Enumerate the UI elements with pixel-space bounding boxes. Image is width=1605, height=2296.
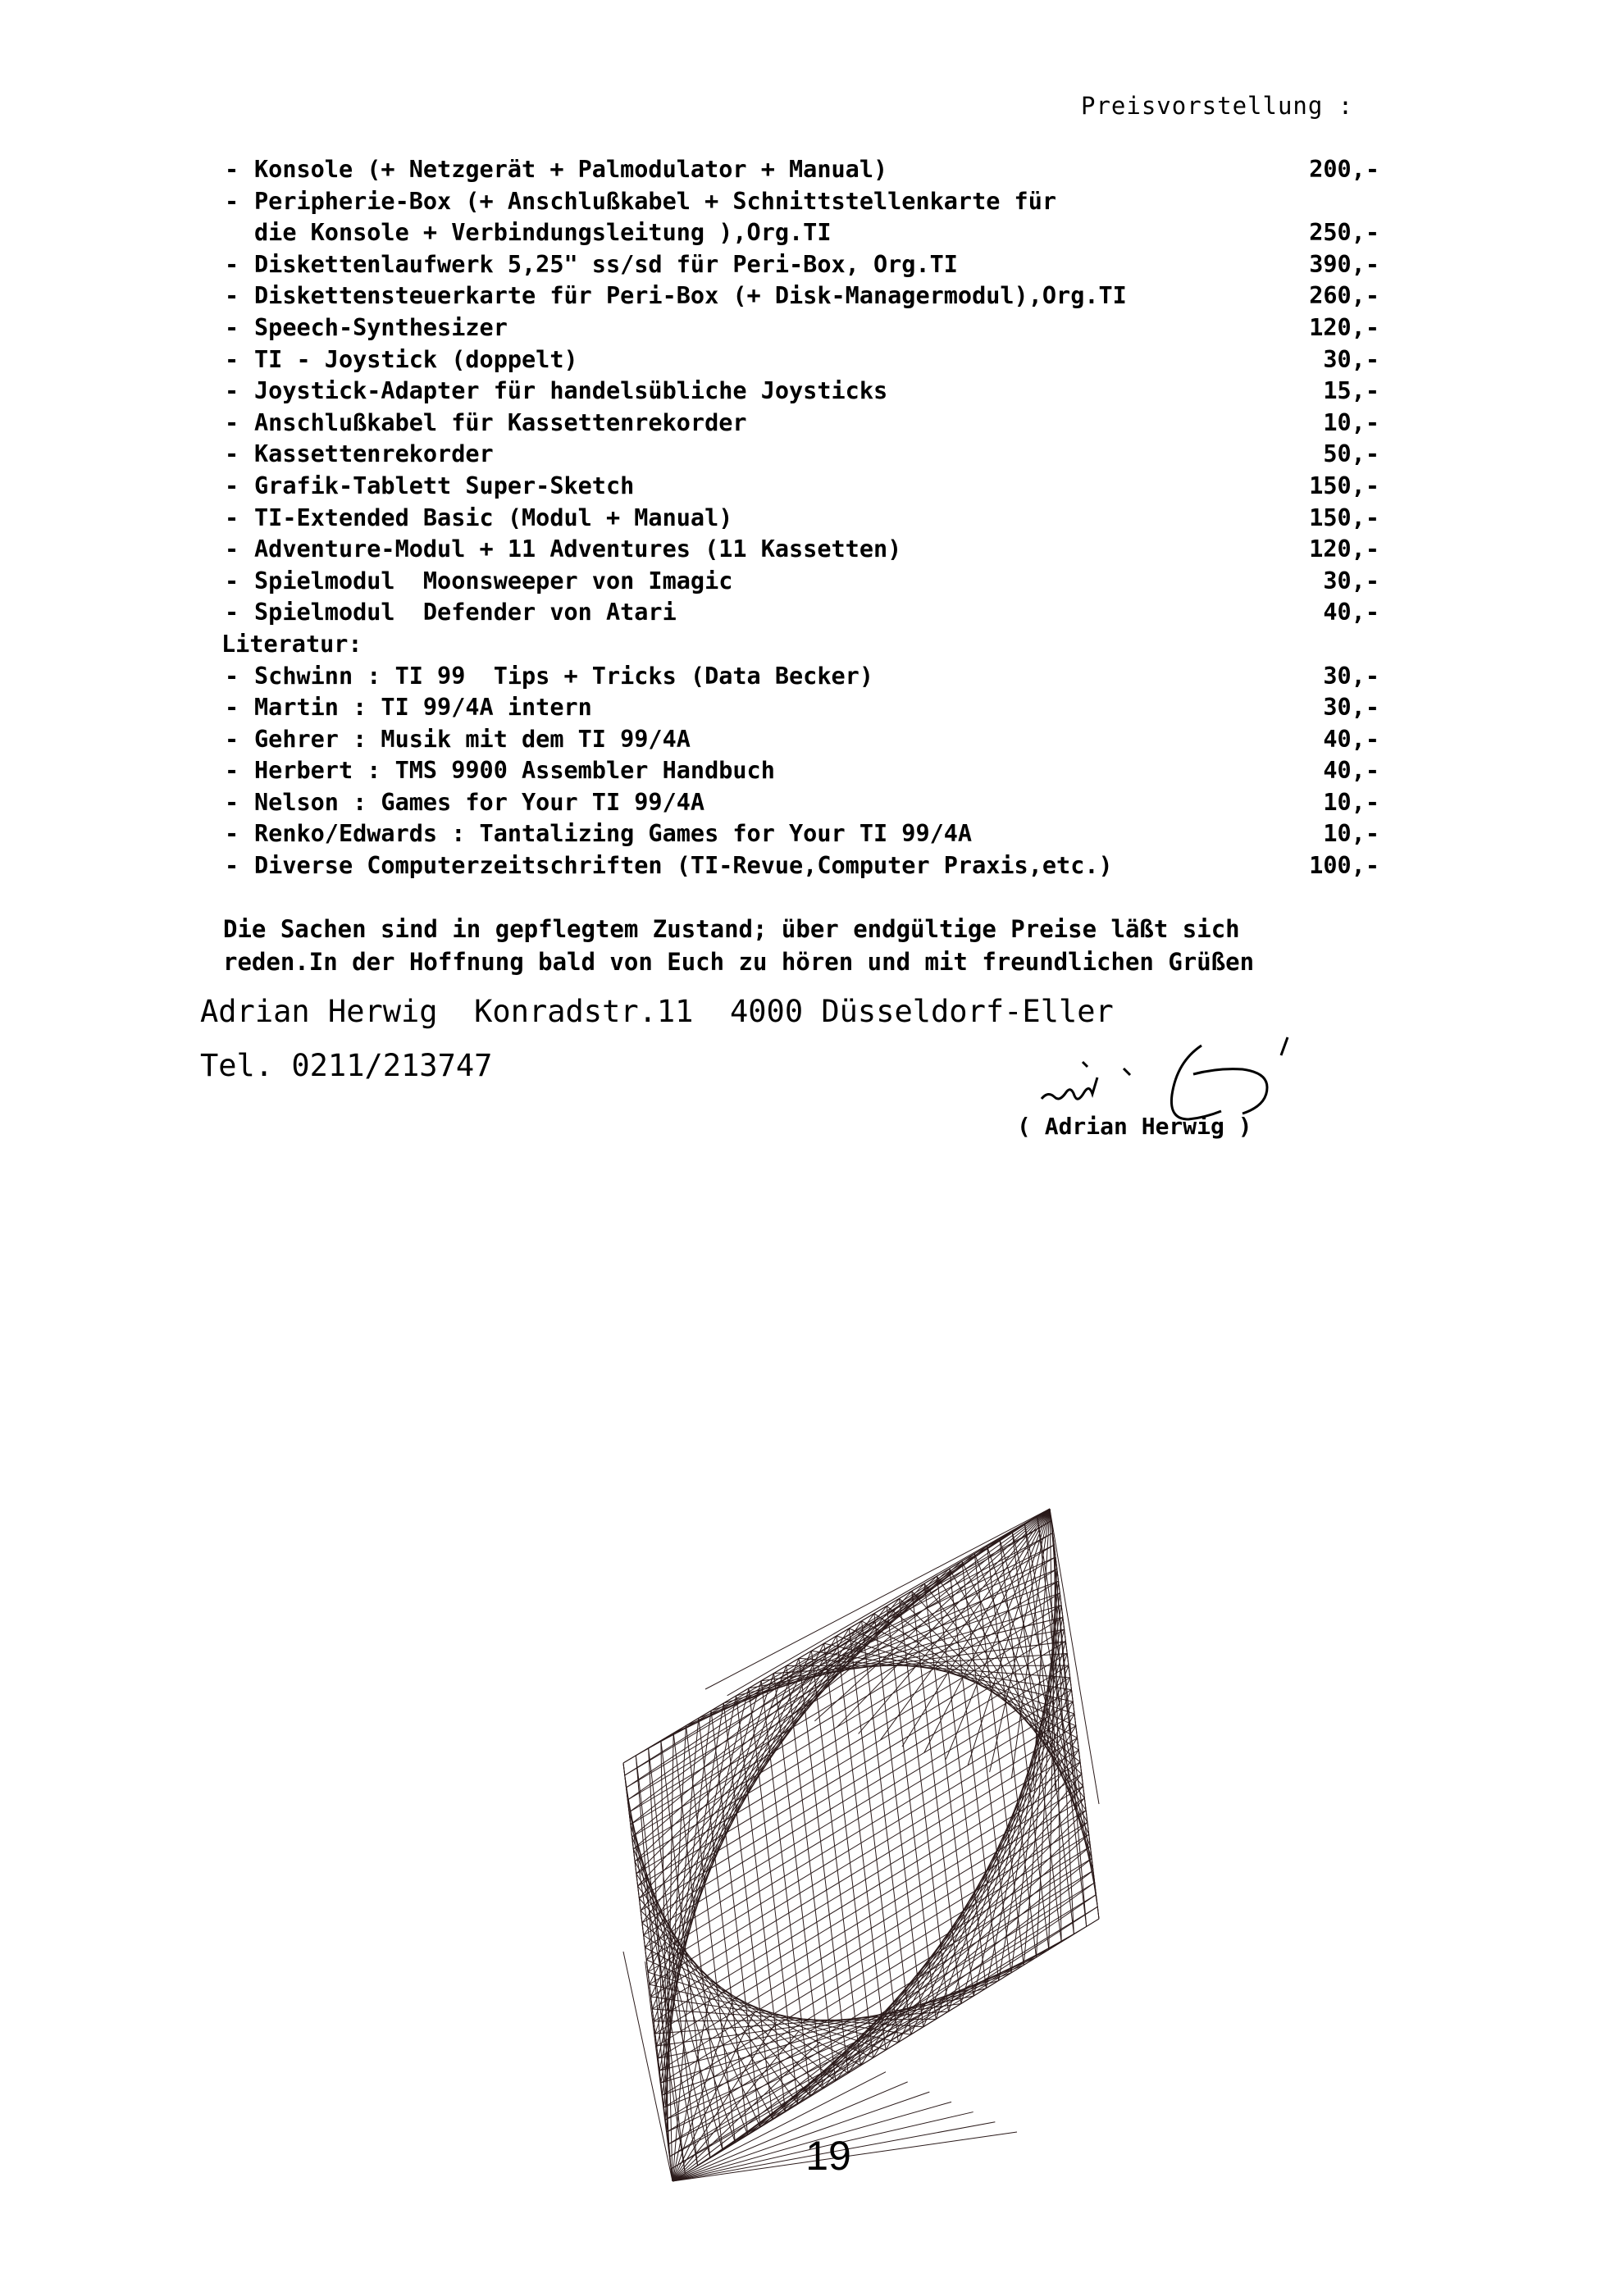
price-row xyxy=(215,566,1379,598)
price-row xyxy=(215,439,1379,471)
page-number: 19 xyxy=(805,2133,851,2179)
price-row xyxy=(215,312,1379,344)
bullet-dash: - xyxy=(225,567,239,594)
price-row xyxy=(215,280,1379,312)
closing-line-2: reden.In der Hoffnung bald von Euch zu hören und mit freundlichen Grüßen xyxy=(223,948,1255,976)
price-row xyxy=(215,534,1379,566)
item-price: 10,- xyxy=(1323,820,1379,848)
price-row xyxy=(215,503,1379,535)
item-description: Peripherie-Box (+ Anschlußkabel + Schnittstellenkarte für xyxy=(254,187,1057,215)
bullet-dash: - xyxy=(225,852,239,880)
bullet-dash: - xyxy=(225,187,239,215)
item-description: Renko/Edwards : Tantalizing Games for Your TI 99/4A xyxy=(254,820,973,848)
item-description: Kassettenrekorder xyxy=(254,440,494,468)
item-price: 150,- xyxy=(1309,503,1379,531)
literature-heading-row xyxy=(215,629,1379,661)
item-price: 30,- xyxy=(1323,662,1379,690)
closing-line-1: Die Sachen sind in gepflegtem Zustand; über endgültige Preise läßt sich xyxy=(223,915,1240,943)
bullet-dash: - xyxy=(225,472,239,499)
item-price: 40,- xyxy=(1323,599,1379,626)
bullet-dash: - xyxy=(225,313,239,341)
price-row xyxy=(215,597,1379,629)
bullet-dash: - xyxy=(225,599,239,626)
handwritten-signature xyxy=(1025,1029,1337,1160)
closing-text xyxy=(223,913,1388,978)
price-row xyxy=(215,217,1379,249)
item-description: Adventure-Modul + 11 Adventures (11 Kassetten) xyxy=(254,535,902,563)
item-price: 100,- xyxy=(1309,852,1379,880)
item-price: 390,- xyxy=(1309,250,1379,278)
item-price: 15,- xyxy=(1323,377,1379,405)
item-price: 10,- xyxy=(1323,788,1379,816)
item-price: 50,- xyxy=(1323,440,1379,468)
bullet-dash: - xyxy=(225,757,239,785)
item-description: Grafik-Tablett Super-Sketch xyxy=(254,472,635,499)
bullet-dash: - xyxy=(225,345,239,373)
price-row xyxy=(215,471,1379,503)
item-description: TI-Extended Basic (Modul + Manual) xyxy=(254,503,733,531)
price-row xyxy=(215,755,1379,787)
item-description: Joystick-Adapter für handelsübliche Joysticks xyxy=(254,377,888,405)
price-row xyxy=(215,376,1379,408)
item-price: 30,- xyxy=(1323,567,1379,594)
item-description: Herbert : TMS 9900 Assembler Handbuch xyxy=(254,757,775,785)
literature-heading: Literatur: xyxy=(221,630,362,658)
item-price: 10,- xyxy=(1323,408,1379,436)
price-row xyxy=(215,344,1379,376)
bullet-dash: - xyxy=(225,377,239,405)
item-price: 30,- xyxy=(1323,694,1379,722)
bullet-dash: - xyxy=(225,282,239,310)
item-description: Spielmodul Moonsweeper von Imagic xyxy=(254,567,733,594)
item-description: TI - Joystick (doppelt) xyxy=(254,345,578,373)
price-row xyxy=(215,818,1379,850)
bullet-dash: - xyxy=(225,820,239,848)
item-description: Diskettensteuerkarte für Peri-Box (+ Disk-Managermodul),Org.TI xyxy=(254,282,1127,310)
bullet-dash: - xyxy=(225,662,239,690)
string-art-illustration xyxy=(607,1492,1115,2198)
item-description: die Konsole + Verbindungsleitung ),Org.TI xyxy=(254,219,832,247)
item-price: 260,- xyxy=(1309,282,1379,310)
item-description: Diskettenlaufwerk 5,25" ss/sd für Peri-Box, Org.TI xyxy=(254,250,958,278)
telephone-line: Tel. 0211/213747 xyxy=(200,1048,493,1083)
bullet-dash: - xyxy=(225,788,239,816)
bullet-dash: - xyxy=(225,535,239,563)
item-description: Gehrer : Musik mit dem TI 99/4A xyxy=(254,725,691,753)
item-description: Schwinn : TI 99 Tips + Tricks (Data Becker) xyxy=(254,662,873,690)
item-description: Martin : TI 99/4A intern xyxy=(254,694,592,722)
item-price: 120,- xyxy=(1309,535,1379,563)
address-line: Adrian Herwig Konradstr.11 4000 Düsseldorf-Eller xyxy=(200,994,1114,1029)
price-row xyxy=(215,249,1379,281)
bullet-dash: - xyxy=(225,440,239,468)
item-price: 120,- xyxy=(1309,313,1379,341)
price-row xyxy=(215,661,1379,693)
bullet-dash: - xyxy=(225,408,239,436)
signature-name: ( Adrian Herwig ) xyxy=(1017,1113,1252,1140)
price-row xyxy=(215,186,1379,218)
item-description: Anschlußkabel für Kassettenrekorder xyxy=(254,408,747,436)
bullet-dash: - xyxy=(225,250,239,278)
item-price: 150,- xyxy=(1309,472,1379,499)
price-row xyxy=(215,154,1379,186)
bullet-dash: - xyxy=(225,156,239,183)
price-heading: Preisvorstellung : xyxy=(1081,92,1354,120)
price-row xyxy=(215,408,1379,440)
price-row xyxy=(215,724,1379,756)
item-description: Nelson : Games for Your TI 99/4A xyxy=(254,788,705,816)
bullet-dash: - xyxy=(225,503,239,531)
price-row xyxy=(215,787,1379,819)
item-price: 40,- xyxy=(1323,725,1379,753)
item-price: 40,- xyxy=(1323,757,1379,785)
item-price: 200,- xyxy=(1309,156,1379,183)
price-row xyxy=(215,850,1379,882)
price-row xyxy=(215,692,1379,724)
item-description: Speech-Synthesizer xyxy=(254,313,508,341)
item-description: Spielmodul Defender von Atari xyxy=(254,599,677,626)
item-description: Diverse Computerzeitschriften (TI-Revue,Computer Praxis,etc.) xyxy=(254,852,1113,880)
item-description: Konsole (+ Netzgerät + Palmodulator + Manual) xyxy=(254,156,888,183)
price-list xyxy=(215,154,1379,882)
item-price: 250,- xyxy=(1309,219,1379,247)
bullet-dash: - xyxy=(225,694,239,722)
item-price: 30,- xyxy=(1323,345,1379,373)
bullet-dash: - xyxy=(225,725,239,753)
